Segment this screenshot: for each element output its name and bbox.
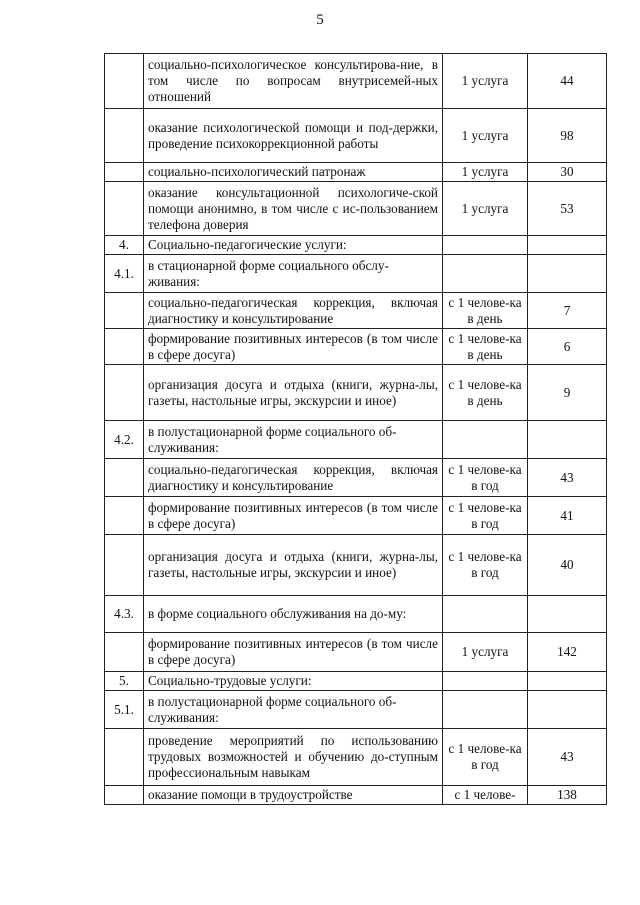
- section-row: [105, 255, 607, 293]
- page-number: 5: [316, 12, 324, 28]
- section-row: [105, 672, 607, 691]
- table-row: [105, 109, 607, 163]
- row-number: [105, 535, 144, 596]
- unit-of-service: [443, 596, 528, 633]
- service-description: формирование позитивных интересов (в том числе в сфере досуга): [144, 633, 443, 672]
- service-value: 142: [528, 633, 607, 672]
- row-number: 4.2.: [105, 421, 144, 459]
- service-description: Социально-трудовые услуги:: [144, 672, 443, 691]
- table-row: [105, 329, 607, 365]
- row-number: [105, 633, 144, 672]
- service-value: [528, 672, 607, 691]
- service-value: [528, 421, 607, 459]
- service-description: социально-педагогическая коррекция, включая диагностику и консультирование: [144, 293, 443, 329]
- service-description: социально-педагогическая коррекция, включая диагностику и консультирование: [144, 459, 443, 497]
- row-number: [105, 786, 144, 805]
- service-description: проведение мероприятий по использованию трудовых возможностей и обучению до-ступным профессиональным навыкам: [144, 729, 443, 786]
- table-row: [105, 459, 607, 497]
- row-number: 4.: [105, 236, 144, 255]
- row-number: [105, 54, 144, 109]
- row-number: [105, 365, 144, 421]
- service-description: оказание помощи в трудоустройстве: [144, 786, 443, 805]
- service-value: 43: [528, 459, 607, 497]
- unit-of-service: 1 услуга: [443, 109, 528, 163]
- table-row: [105, 633, 607, 672]
- unit-of-service: с 1 челове-ка в день: [443, 293, 528, 329]
- table-row: [105, 163, 607, 182]
- unit-of-service: 1 услуга: [443, 182, 528, 236]
- row-number: 4.3.: [105, 596, 144, 633]
- unit-of-service: [443, 672, 528, 691]
- service-description: в стационарной форме социального обслу-живания:: [144, 255, 443, 293]
- row-number: [105, 293, 144, 329]
- table-row: [105, 365, 607, 421]
- row-number: [105, 729, 144, 786]
- services-table-body: [105, 54, 607, 805]
- service-description: организация досуга и отдыха (книги, журна-лы, газеты, настольные игры, экскурсии и иное): [144, 535, 443, 596]
- service-value: 40: [528, 535, 607, 596]
- unit-of-service: с 1 челове-ка в день: [443, 329, 528, 365]
- service-description: организация досуга и отдыха (книги, журна-лы, газеты, настольные игры, экскурсии и иное): [144, 365, 443, 421]
- section-row: [105, 596, 607, 633]
- service-value: 41: [528, 497, 607, 535]
- unit-of-service: [443, 236, 528, 255]
- row-number: [105, 163, 144, 182]
- unit-of-service: [443, 691, 528, 729]
- service-description: формирование позитивных интересов (в том числе в сфере досуга): [144, 329, 443, 365]
- service-value: 98: [528, 109, 607, 163]
- unit-of-service: с 1 челове-ка в год: [443, 535, 528, 596]
- service-description: в полустационарной форме социального об-служивания:: [144, 421, 443, 459]
- service-value: 30: [528, 163, 607, 182]
- service-description: оказание консультационной психологиче-ской помощи анонимно, в том числе с ис-пользованием телефона доверия: [144, 182, 443, 236]
- unit-of-service: с 1 челове-ка в год: [443, 497, 528, 535]
- row-number: [105, 182, 144, 236]
- row-number: [105, 459, 144, 497]
- table-row: [105, 497, 607, 535]
- table-row: [105, 182, 607, 236]
- service-value: 138: [528, 786, 607, 805]
- service-description: Социально-педагогические услуги:: [144, 236, 443, 255]
- table-row: [105, 54, 607, 109]
- row-number: [105, 109, 144, 163]
- service-description: социально-психологическое консультирова-ние, в том числе по вопросам внутрисемей-ных отношений: [144, 54, 443, 109]
- unit-of-service: с 1 челове-ка в год: [443, 729, 528, 786]
- table-row: [105, 535, 607, 596]
- service-value: [528, 596, 607, 633]
- unit-of-service: 1 услуга: [443, 54, 528, 109]
- table-row: [105, 729, 607, 786]
- table-row: [105, 786, 607, 805]
- section-row: [105, 421, 607, 459]
- service-description: формирование позитивных интересов (в том числе в сфере досуга): [144, 497, 443, 535]
- services-table: [104, 53, 607, 805]
- unit-of-service: [443, 421, 528, 459]
- service-value: 53: [528, 182, 607, 236]
- service-description: оказание психологической помощи и под-держки, проведение психокоррекционной работы: [144, 109, 443, 163]
- service-description: в полустационарной форме социального об-служивания:: [144, 691, 443, 729]
- service-description: социально-психологический патронаж: [144, 163, 443, 182]
- unit-of-service: с 1 челове-: [443, 786, 528, 805]
- service-value: 43: [528, 729, 607, 786]
- row-number: 5.1.: [105, 691, 144, 729]
- service-value: [528, 236, 607, 255]
- service-value: 9: [528, 365, 607, 421]
- table-row: [105, 293, 607, 329]
- row-number: [105, 497, 144, 535]
- service-value: [528, 691, 607, 729]
- service-value: [528, 255, 607, 293]
- row-number: 5.: [105, 672, 144, 691]
- service-value: 7: [528, 293, 607, 329]
- unit-of-service: 1 услуга: [443, 633, 528, 672]
- unit-of-service: 1 услуга: [443, 163, 528, 182]
- service-value: 6: [528, 329, 607, 365]
- unit-of-service: [443, 255, 528, 293]
- section-row: [105, 236, 607, 255]
- row-number: [105, 329, 144, 365]
- section-row: [105, 691, 607, 729]
- unit-of-service: с 1 челове-ка в год: [443, 459, 528, 497]
- service-value: 44: [528, 54, 607, 109]
- row-number: 4.1.: [105, 255, 144, 293]
- unit-of-service: с 1 челове-ка в день: [443, 365, 528, 421]
- service-description: в форме социального обслуживания на до-му:: [144, 596, 443, 633]
